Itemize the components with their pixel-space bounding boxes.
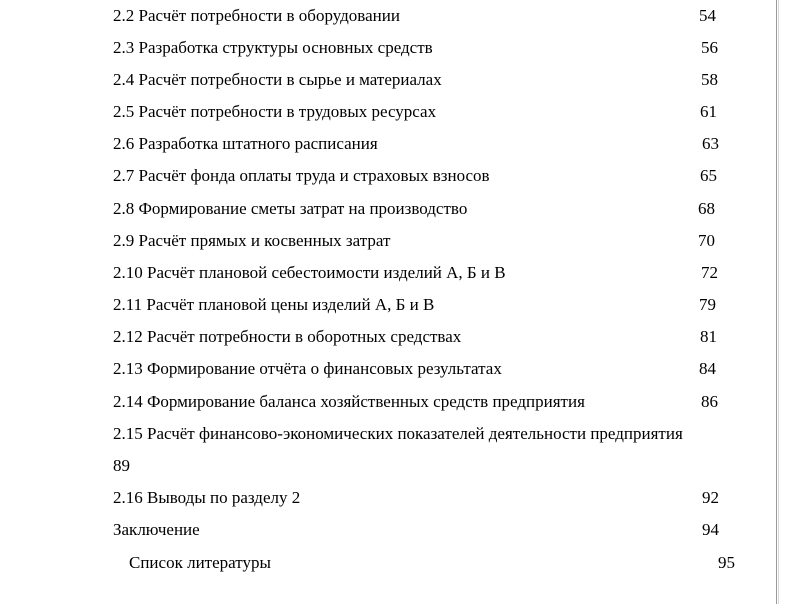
- toc-entry-page: 70: [698, 231, 715, 250]
- toc-entry-page: 84: [699, 359, 716, 378]
- toc-entry-page: 65: [700, 166, 717, 185]
- page-edge-line: [776, 0, 777, 604]
- toc-entry-page: 72: [701, 263, 718, 282]
- toc-entry-title: 2.12 Расчёт потребности в оборотных средствах: [113, 327, 462, 346]
- toc-entry-title: Заключение: [113, 520, 200, 539]
- toc-entry-page: 92: [702, 488, 719, 507]
- toc-entry-page: 56: [701, 38, 718, 57]
- toc-entry-page: 81: [700, 327, 717, 346]
- toc-entry-page: 61: [700, 102, 717, 121]
- toc-entry-title: 2.15 Расчёт финансово-экономических показателей деятельности предприятия: [113, 424, 683, 443]
- toc-entry-title: 2.13 Формирование отчёта о финансовых результатах: [113, 359, 502, 378]
- toc-entry-title: 2.4 Расчёт потребности в сырье и материалах: [113, 70, 442, 89]
- toc-entry-page: 63: [702, 134, 719, 153]
- toc-entry-title: 2.5 Расчёт потребности в трудовых ресурсах: [113, 102, 437, 121]
- toc-entry-title: 2.16 Выводы по разделу 2: [113, 488, 301, 507]
- toc-entry-title: Список литературы: [129, 553, 271, 572]
- toc-entry-page: 79: [699, 295, 716, 314]
- toc-entry-title: 2.2 Расчёт потребности в оборудовании: [113, 6, 400, 25]
- page-edge-shadow: [778, 0, 779, 604]
- toc-entry-page: 86: [701, 392, 718, 411]
- toc-entry-title: 2.6 Разработка штатного расписания: [113, 134, 378, 153]
- toc-entry-title: 2.3 Разработка структуры основных средств: [113, 38, 433, 57]
- toc-entry-page: 95: [718, 553, 735, 572]
- toc-entry-page: 68: [698, 199, 715, 218]
- toc-entry-title: 2.8 Формирование сметы затрат на производство: [113, 199, 468, 218]
- toc-entry-page: 58: [701, 70, 718, 89]
- toc-entry-title: 2.7 Расчёт фонда оплаты труда и страховых взносов: [113, 166, 490, 185]
- toc-entry-title: 2.9 Расчёт прямых и косвенных затрат: [113, 231, 391, 250]
- toc-entry-page: 89: [113, 456, 130, 475]
- toc-entry-page: 54: [699, 6, 716, 25]
- toc-entry-title: 2.14 Формирование баланса хозяйственных средств предприятия: [113, 392, 585, 411]
- toc-entry-title: 2.10 Расчёт плановой себестоимости изделий А, Б и В: [113, 263, 506, 282]
- toc-entry-title: 2.11 Расчёт плановой цены изделий А, Б и В: [113, 295, 435, 314]
- toc-entry-page: 94: [702, 520, 719, 539]
